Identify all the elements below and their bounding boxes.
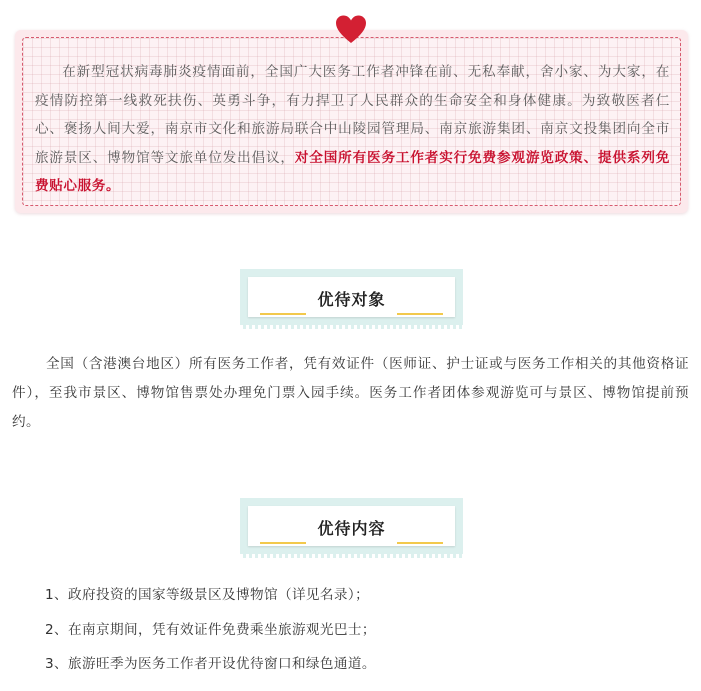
list-item: 1、政府投资的国家等级景区及博物馆（详见名录）； — [45, 587, 370, 603]
benefits-list — [45, 578, 376, 682]
section-header-box — [248, 506, 455, 546]
targets-paragraph: 全国（含港澳台地区）所有医务工作者，凭有效证件（医师证、护士证或与医务工作相关的其他资格证件），至我市景区、博物馆售票处办理免门票入园手续。医务工作者团体参观游览可与景区、博物馆提前预约。 — [12, 356, 689, 430]
section-header-targets — [240, 269, 463, 329]
section-title: 优待对象 — [317, 290, 386, 309]
decorative-underline — [260, 313, 306, 315]
intro-card — [15, 30, 688, 213]
decorative-underline — [397, 542, 443, 544]
intro-paragraph — [35, 58, 670, 201]
decorative-underline — [260, 542, 306, 544]
intro-text: 在新型冠状病毒肺炎疫情面前，全国广大医务工作者冲锋在前、无私奉献，舍小家、为大家，在疫情防控第一线救死扶伤、英勇斗争，有力捍卫了人民群众的生命安全和身体健康。为致敬医者仁心、褒扬人间大爱，南京市文化和旅游局联合中山陵园管理局、南京旅游集团、南京文投集团向全市旅游景区、博物馆等文旅单位发出倡议， — [35, 64, 670, 166]
section-header-box — [248, 277, 455, 317]
intro-card-border — [22, 37, 681, 206]
decorative-underline — [397, 313, 443, 315]
section-header-benefits — [240, 498, 463, 558]
list-item: 2、在南京期间，凭有效证件免费乘坐旅游观光巴士； — [45, 621, 376, 638]
section-title: 优待内容 — [317, 519, 386, 538]
intro-highlight: 对全国所有医务工作者实行免费参观游览政策、提供系列免费贴心服务。 — [35, 149, 670, 194]
heart-icon — [335, 14, 367, 46]
list-item: 3、旅游旺季为医务工作者开设优待窗口和绿色通道。 — [45, 656, 376, 672]
